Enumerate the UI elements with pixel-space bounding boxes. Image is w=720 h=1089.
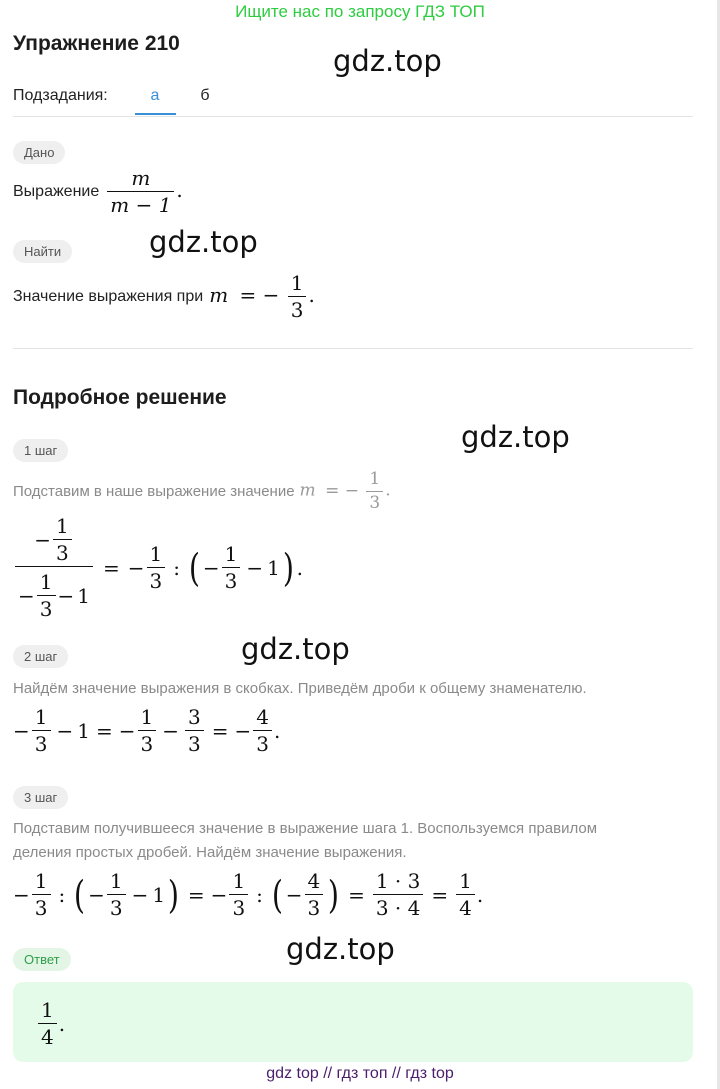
step-3-chip: 3 шаг (13, 786, 68, 809)
step-2-text: Найдём значение выражения в скобках. Приведём дроби к общему знаменателю. (13, 680, 587, 697)
given-chip: Дано (13, 141, 65, 164)
step-2-formula: − $\frac{1}{3}$ − 1 = − $\frac{1}{3}$ − $\frac{3}{3}$ = − $\frac{4}{3}$ . (13, 705, 281, 756)
divider (13, 348, 693, 349)
page-title: Упражнение 210 (13, 32, 180, 55)
divider (13, 116, 693, 117)
footer-links[interactable]: gdz top // гдз топ // гдз top (266, 1065, 454, 1082)
tab-subtask-a[interactable]: а (150, 87, 160, 104)
step-1-chip: 1 шаг (13, 439, 68, 462)
complex-fraction: − $\frac{1}{3}$ − $\frac{1}{3}$ − 1 (15, 515, 93, 620)
given-expression: Выражение $\frac{m}{m - 1}$ . (13, 166, 183, 217)
active-tab-indicator (135, 113, 176, 115)
watermark: gdz.top (461, 420, 570, 454)
given-fraction: $\frac{m}{m - 1}$ (107, 167, 174, 216)
watermark: gdz.top (149, 225, 258, 259)
watermark: gdz.top (286, 932, 395, 966)
answer-value: $\frac{1}{4}$ . (36, 999, 65, 1048)
find-expression: Значение выражения при m = − $\frac{1}{3}$ . (13, 271, 315, 322)
step-2-chip: 2 шаг (13, 645, 68, 668)
step-3-text-line-1: Подставим получившееся значение в выражение шага 1. Воспользуемся правилом (13, 820, 598, 837)
subtasks-label: Подзадания: (13, 87, 108, 104)
answer-box (13, 982, 693, 1062)
step-1-text: Подставим в наше выражение значение m = − $\frac{1}{3}$ . (13, 469, 391, 513)
search-banner: Ищите нас по запросу ГДЗ ТОП (235, 2, 485, 21)
find-chip: Найти (13, 240, 72, 263)
answer-chip: Ответ (13, 948, 71, 971)
step-3-formula: − $\frac{1}{3}$ : ( − $\frac{1}{3}$ − 1 ) = − $\frac{1}{3}$ : ( − $\frac{4}{3}$ ) = $\frac{1 \cdot 3}{3 \cdot 4}$ = $\frac{1}{4}$ . (13, 869, 484, 920)
step-3-text-line-2: деления простых дробей. Найдём значение выражения. (13, 844, 407, 861)
step-1-formula: − $\frac{1}{3}$ − $\frac{1}{3}$ − 1 = − $\frac{1}{3}$ : ( − $\frac{1}{3}$ − 1 ) . (13, 515, 303, 620)
solution-title: Подробное решение (13, 386, 227, 409)
tab-subtask-b[interactable]: б (200, 87, 210, 104)
watermark: gdz.top (333, 44, 442, 78)
watermark: gdz.top (241, 632, 350, 666)
